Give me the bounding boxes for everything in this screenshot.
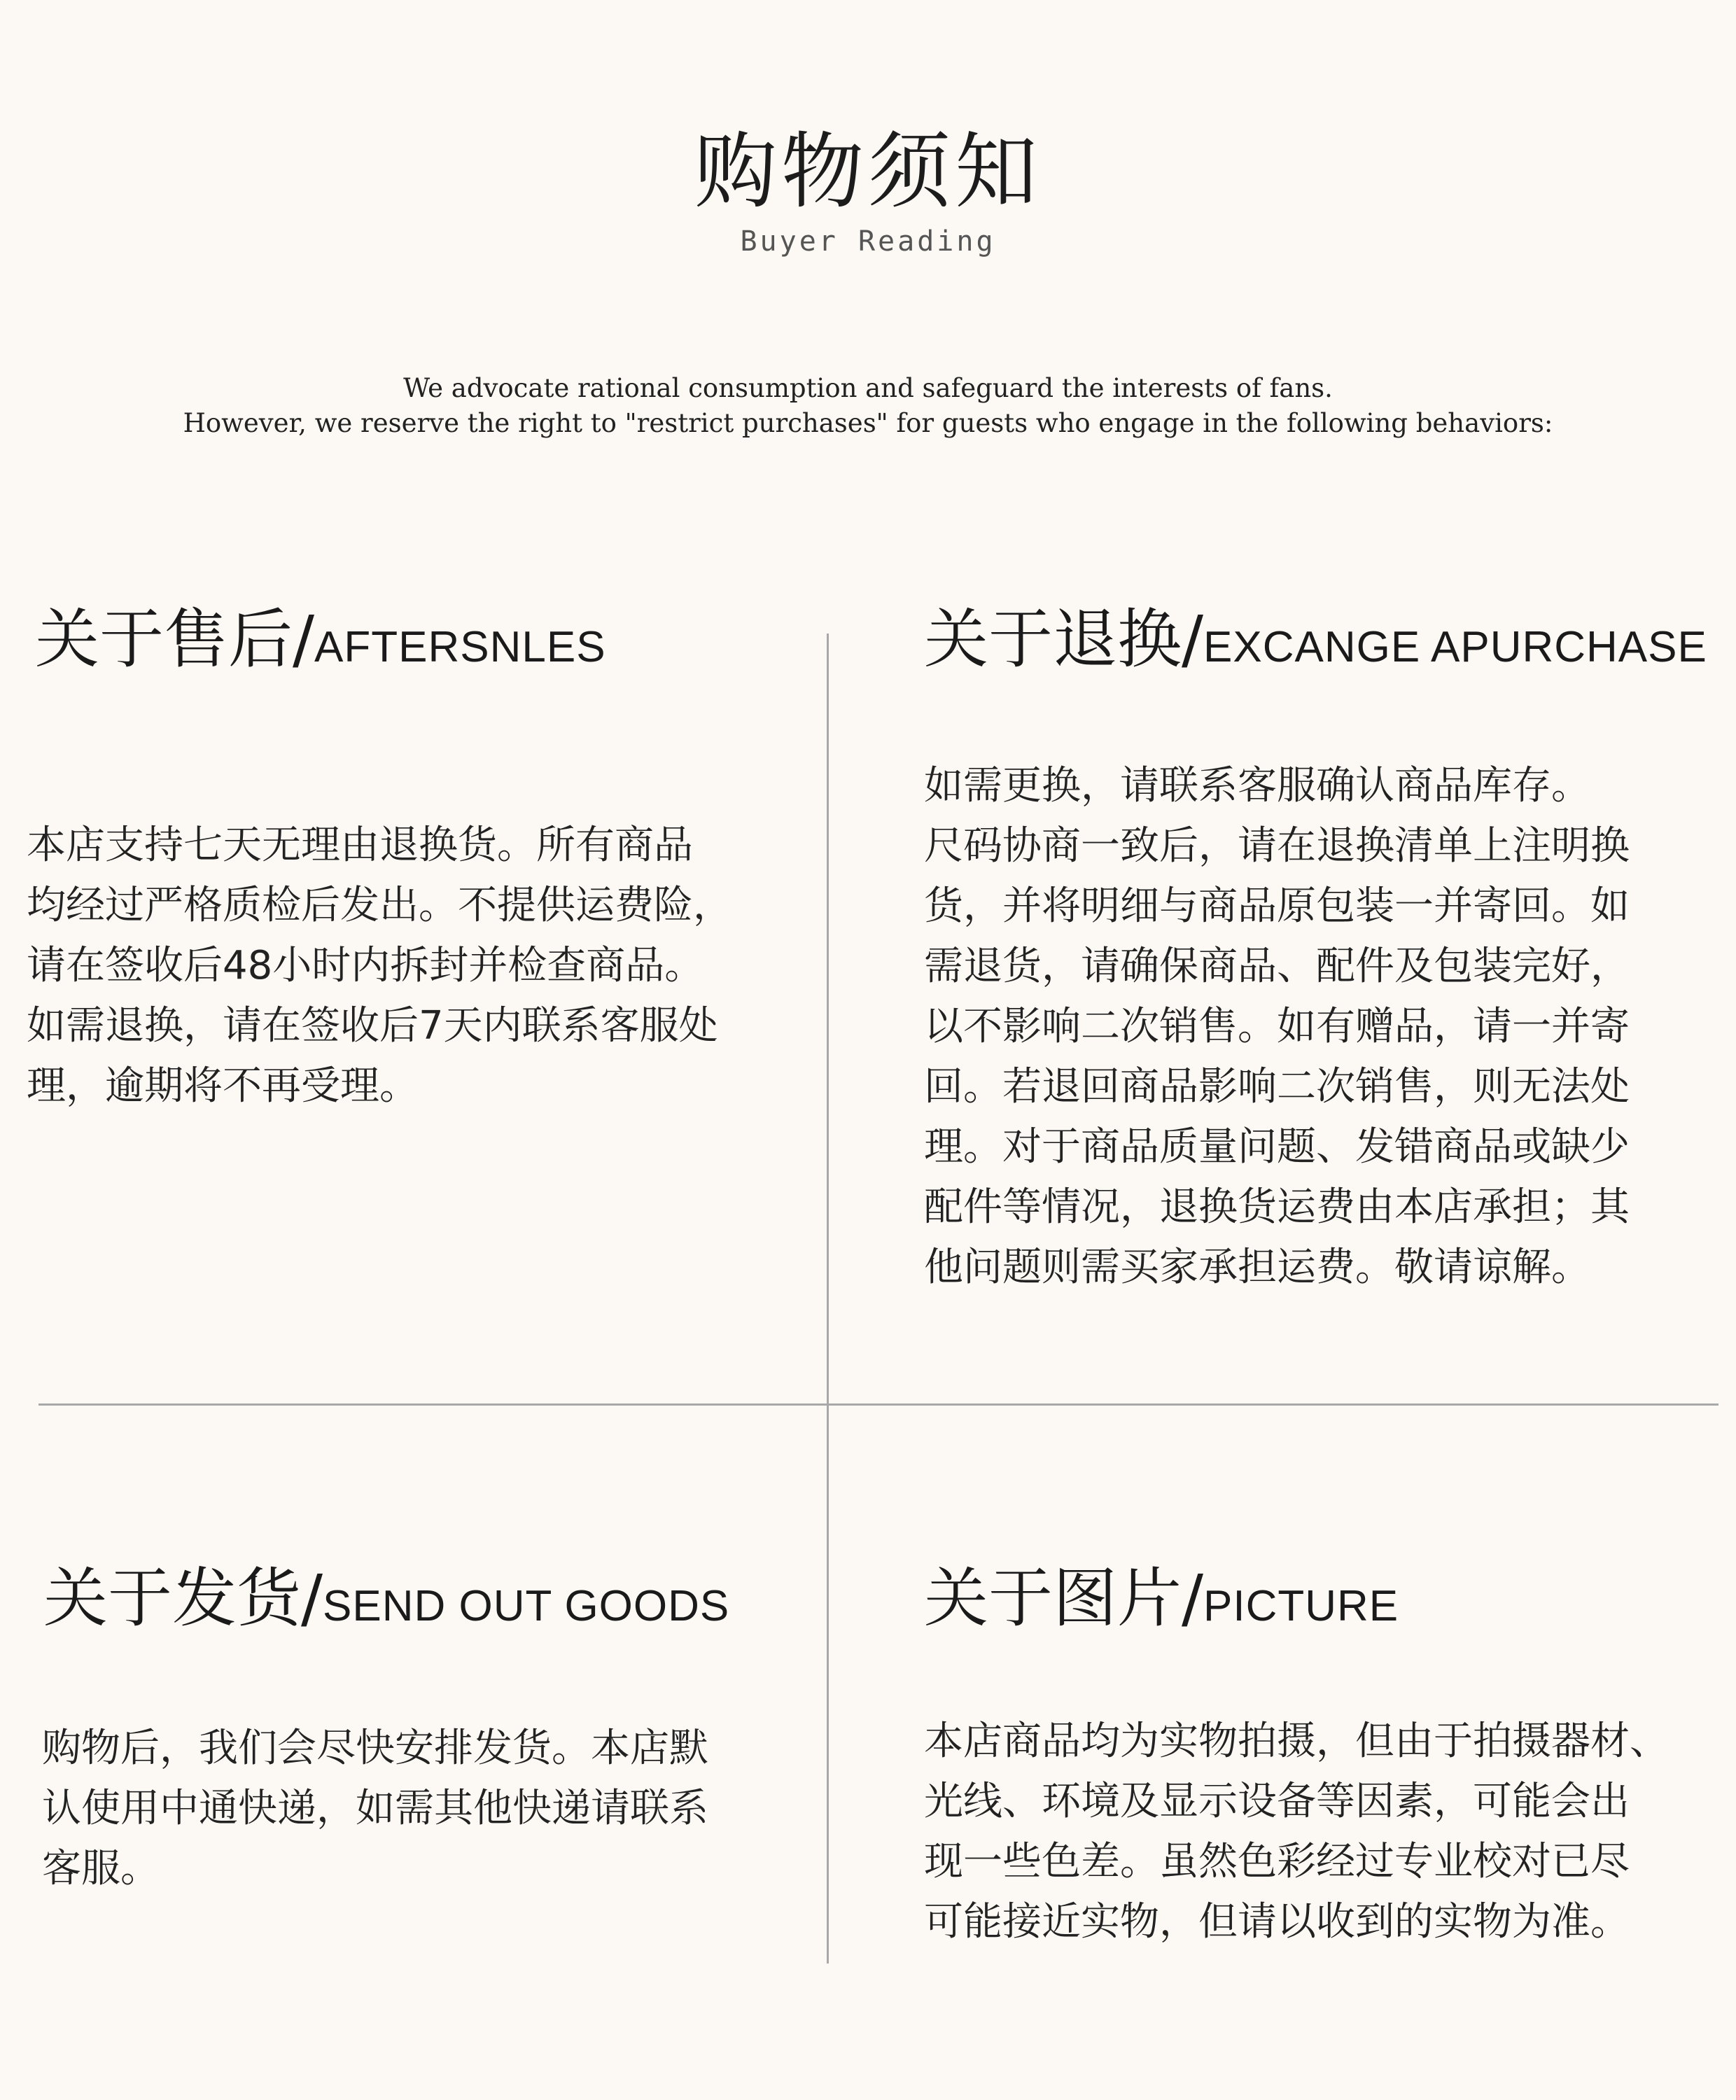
body-line: 购物后，我们会尽快安排发货。本店默: [42, 1726, 708, 1771]
body-line: 本店商品均为实物拍摄，但由于拍摄器材、: [924, 1718, 1669, 1764]
body-line: 现一些色差。虽然色彩经过专业校对已尽: [924, 1839, 1630, 1884]
section-title-en: AFTERSNLES: [314, 623, 606, 671]
body-line: 本店支持七天无理由退换货。所有商品: [27, 822, 693, 868]
section-title-en: EXCANGE APURCHASE: [1203, 623, 1707, 671]
body-line: 他问题则需买家承担运费。敬请谅解。: [924, 1245, 1590, 1290]
section-body-aftersales: [27, 816, 732, 1116]
body-line: 尺码协商一致后，请在退换清单上注明换: [924, 823, 1630, 869]
intro-line: However, we reserve the right to "restrict purchases" for guests who engage in the following behaviors:: [183, 408, 1553, 438]
body-line: 请在签收后48小时内拆封并检查商品。: [27, 943, 704, 988]
section-body-exchange: [924, 756, 1630, 1298]
body-line: 客服。: [42, 1846, 160, 1891]
body-line: 理，逾期将不再受理。: [27, 1063, 419, 1109]
body-line: 可能接近实物，但请以收到的实物为准。: [924, 1899, 1630, 1945]
intro-line: We advocate rational consumption and safeguard the interests of fans.: [403, 373, 1333, 403]
body-line: 均经过严格质检后发出。不提供运费险，: [27, 883, 732, 928]
section-title-zh: 关于图片/: [924, 1561, 1203, 1636]
body-line: 理。对于商品质量问题、发错商品或缺少: [924, 1124, 1630, 1170]
body-line: 认使用中通快递，如需其他快递请联系: [42, 1786, 708, 1831]
body-line: 货，并将明细与商品原包装一并寄回。如: [924, 883, 1630, 929]
body-line: 需退货，请确保商品、配件及包装完好，: [924, 944, 1630, 989]
section-title-en: SEND OUT GOODS: [323, 1582, 730, 1630]
vertical-divider: [827, 634, 829, 1963]
section-title-picture: [924, 1547, 1399, 1639]
body-line: 回。若退回商品影响二次销售，则无法处: [924, 1064, 1630, 1110]
body-line: 配件等情况，退换货运费由本店承担；其: [924, 1184, 1630, 1230]
section-body-shipping: [42, 1718, 708, 1899]
page-subtitle: Buyer Reading: [740, 225, 996, 258]
body-line: 如需更换，请联系客服确认商品库存。: [924, 763, 1590, 808]
intro-text: [0, 371, 1736, 441]
horizontal-divider: [38, 1404, 1718, 1406]
section-title-shipping: [43, 1547, 729, 1639]
body-line: 以不影响二次销售。如有赠品，请一并寄: [924, 1004, 1630, 1049]
body-line: 光线、环境及显示设备等因素，可能会出: [924, 1779, 1630, 1824]
section-title-zh: 关于发货/: [43, 1561, 323, 1636]
section-body-picture: [924, 1712, 1669, 1952]
section-title-en: PICTURE: [1203, 1582, 1399, 1630]
page-title: 购物须知: [694, 123, 1042, 220]
section-title-exchange: [924, 588, 1707, 680]
section-title-aftersales: [35, 588, 606, 680]
section-title-zh: 关于售后/: [35, 602, 314, 677]
section-title-zh: 关于退换/: [924, 602, 1203, 677]
body-line: 如需退换，请在签收后7天内联系客服处: [27, 1003, 718, 1049]
